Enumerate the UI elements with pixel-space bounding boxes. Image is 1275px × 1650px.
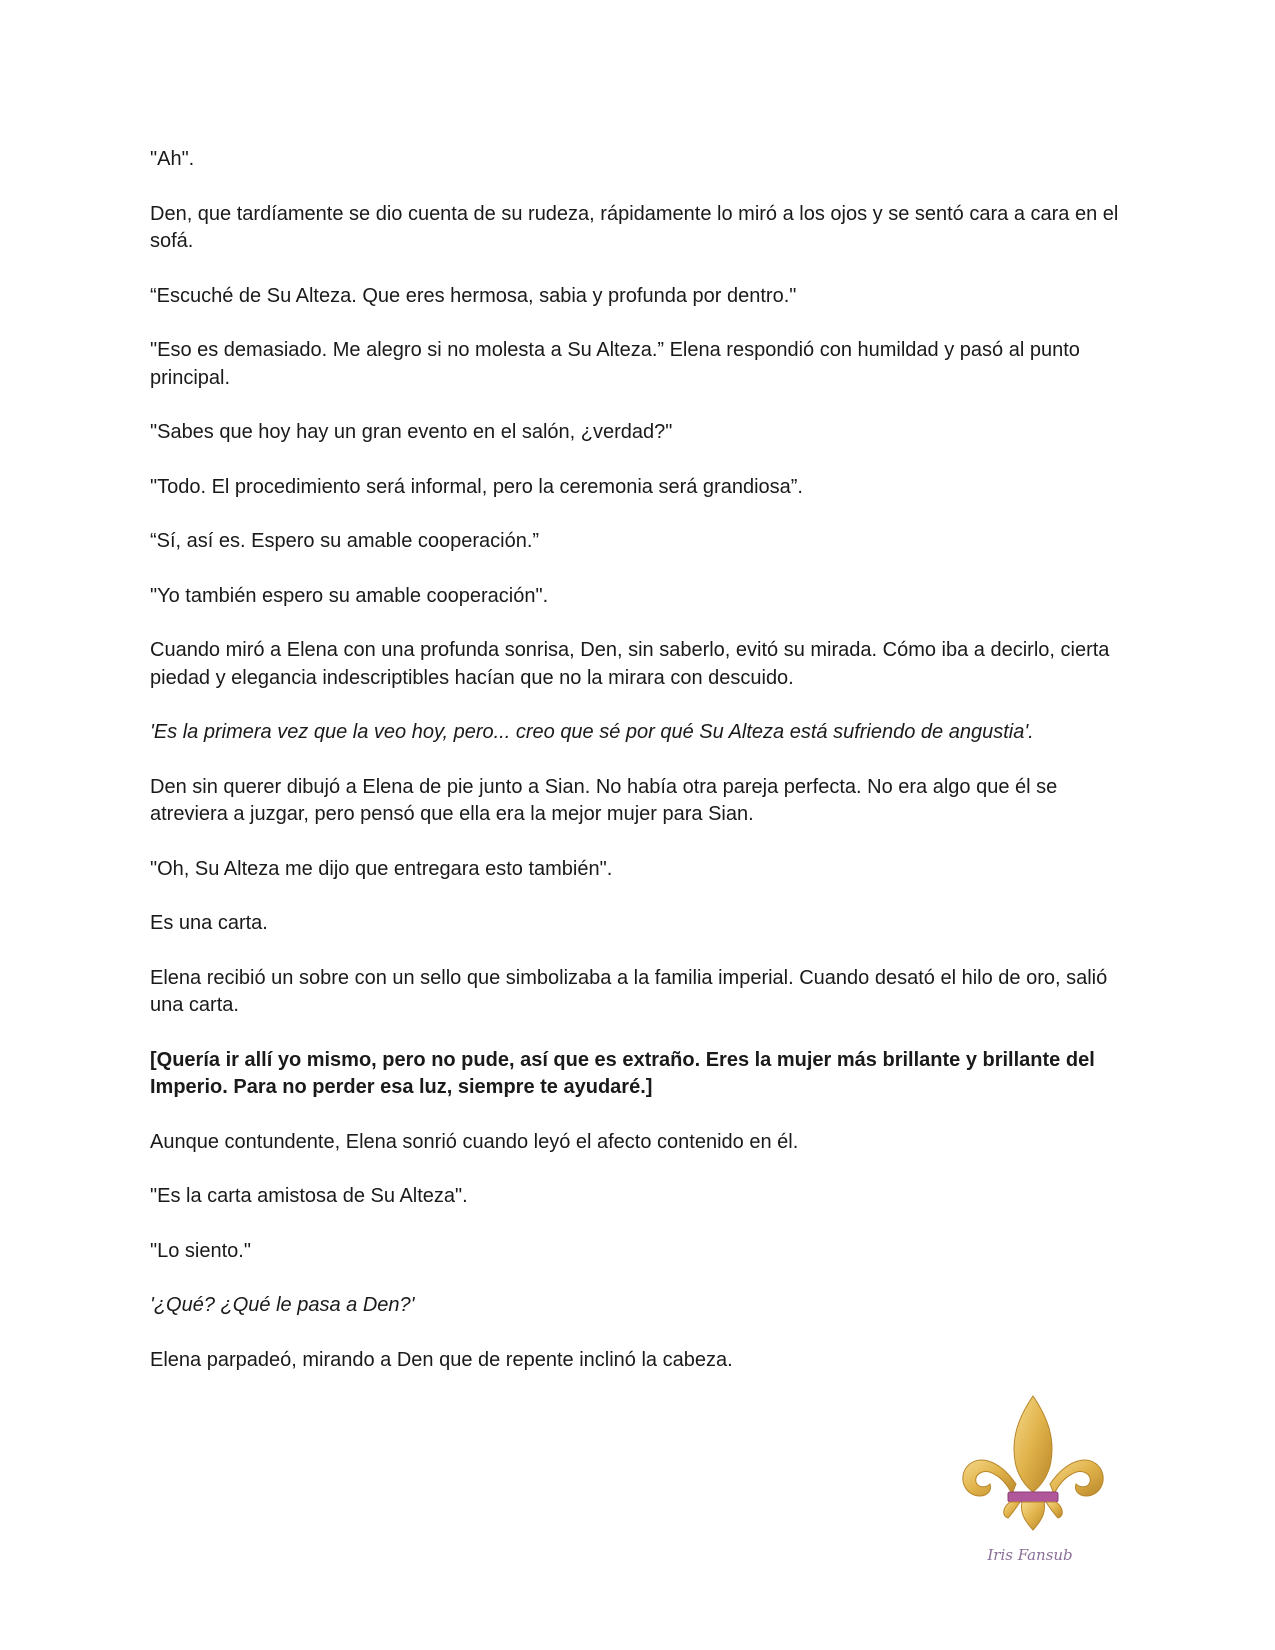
watermark-logo [958,1388,1108,1568]
paragraph: '¿Qué? ¿Qué le pasa a Den?' [150,1294,415,1316]
paragraph: [Quería ir allí yo mismo, pero no pude, así que es extraño. Eres la mujer más brillante y brillante del Imperio. Para no perder esa luz, siempre te ayudaré.] [150,1048,1095,1098]
watermark-text: Iris Fansub [987,1546,1073,1564]
paragraph: 'Es la primera vez que la veo hoy, pero... creo que sé por qué Su Alteza está sufriendo de angustia'. [150,721,1034,743]
paragraph: “Sí, así es. Espero su amable cooperación.” [150,530,540,552]
paragraph: "Todo. El procedimiento será informal, pero la ceremonia será grandiosa”. [150,475,803,498]
paragraph: "Sabes que hoy hay un gran evento en el salón, ¿verdad?" [150,421,673,443]
paragraph: "Ah". [150,148,195,170]
paragraph: Elena recibió un sobre con un sello que simbolizaba a la familia imperial. Cuando desató el hilo de oro, salió una carta. [150,966,1108,1016]
paragraph: "Eso es demasiado. Me alegro si no molesta a Su Alteza.” Elena respondió con humildad y pasó al punto principal. [150,339,1080,389]
paragraph: "Es la carta amistosa de Su Alteza". [150,1185,468,1207]
paragraph: Den, que tardíamente se dio cuenta de su rudeza, rápidamente lo miró a los ojos y se sentó cara a cara en el sofá. [150,202,1119,252]
paragraph: “Escuché de Su Alteza. Que eres hermosa, sabia y profunda por dentro." [150,284,797,307]
paragraph: Aunque contundente, Elena sonrió cuando leyó el afecto contenido en él. [150,1130,799,1153]
fleur-de-lis-icon [958,1388,1108,1568]
paragraph: "Yo también espero su amable cooperación". [150,584,549,607]
paragraph: Cuando miró a Elena con una profunda sonrisa, Den, sin saberlo, evitó su mirada. Cómo iba a decirlo, cierta piedad y elegancia indescriptibles hacían que no la mirara con descuido. [150,639,1110,689]
paragraph: "Oh, Su Alteza me dijo que entregara esto también". [150,857,613,880]
document-body [150,146,1130,1401]
paragraph: Es una carta. [150,912,268,934]
paragraph: "Lo siento." [150,1239,251,1262]
paragraph: Den sin querer dibujó a Elena de pie junto a Sian. No había otra pareja perfecta. No era algo que él se atreviera a juzgar, pero pensó que ella era la mejor mujer para Sian. [150,775,1058,825]
paragraph: Elena parpadeó, mirando a Den que de repente inclinó la cabeza. [150,1348,733,1371]
